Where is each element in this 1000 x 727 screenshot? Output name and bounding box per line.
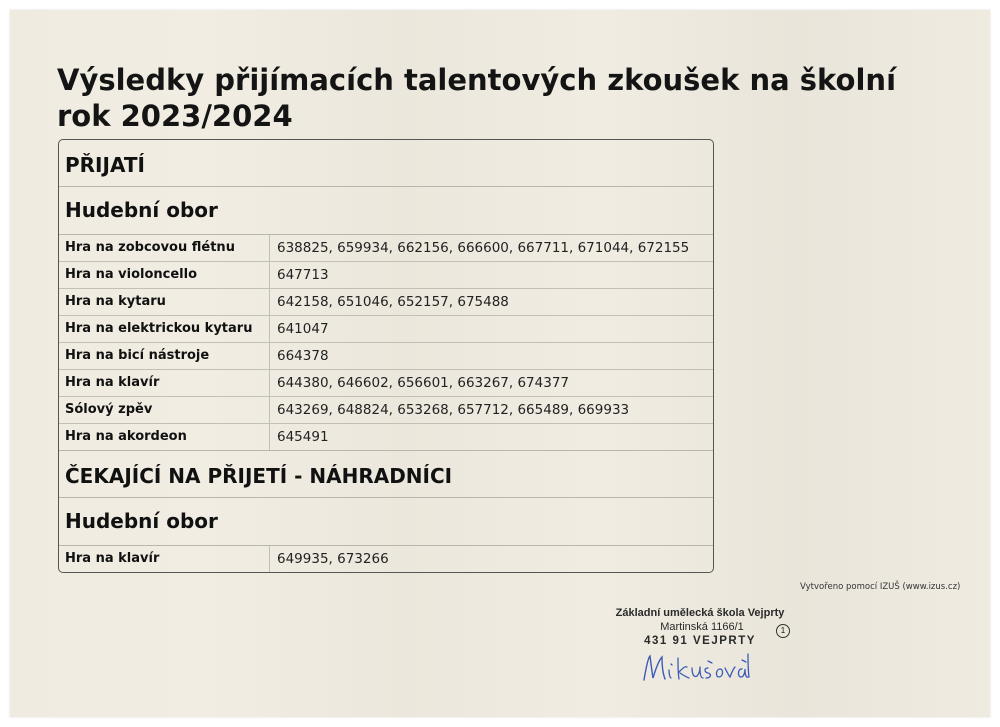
table-row <box>59 316 713 343</box>
section-heading: PŘIJATÍ <box>59 140 713 187</box>
handwritten-signature <box>638 650 753 684</box>
table-row <box>59 546 713 572</box>
document-page <box>10 10 990 717</box>
obor-heading: Hudební obor <box>59 187 713 235</box>
obor-heading: Hudební obor <box>59 498 713 546</box>
footer-note: Vytvořeno pomocí IZUŠ (www.izus.cz) <box>800 582 961 592</box>
table-row <box>59 262 713 289</box>
table-row <box>59 397 713 424</box>
table-row <box>59 343 713 370</box>
instrument-name: Hra na bicí nástroje <box>59 343 270 369</box>
table-row <box>59 235 713 262</box>
applicant-codes: 647713 <box>277 267 329 283</box>
stamp-number-mark: 1 <box>776 624 790 638</box>
section-heading: ČEKAJÍCÍ NA PŘIJETÍ - NÁHRADNÍCI <box>59 451 713 498</box>
stamp-street: Martinská 1166/1 <box>660 621 744 633</box>
school-stamp <box>605 606 795 649</box>
table-row <box>59 370 713 397</box>
applicant-codes: 664378 <box>277 348 329 364</box>
applicant-codes: 642158, 651046, 652157, 675488 <box>277 294 509 310</box>
stamp-school-name: Základní umělecká škola Vejprty <box>615 607 785 619</box>
stamp-city: 431 91 VEJPRTY <box>644 635 756 647</box>
results-table <box>58 139 714 573</box>
instrument-name: Hra na elektrickou kytaru <box>59 316 270 342</box>
instrument-name: Sólový zpěv <box>59 397 270 423</box>
applicant-codes: 638825, 659934, 662156, 666600, 667711, 671044, 672155 <box>277 240 690 256</box>
instrument-name: Hra na zobcovou flétnu <box>59 235 270 261</box>
applicant-codes: 644380, 646602, 656601, 663267, 674377 <box>277 375 570 391</box>
instrument-name: Hra na violoncello <box>59 262 270 288</box>
instrument-name: Hra na akordeon <box>59 424 270 450</box>
applicant-codes: 649935, 673266 <box>277 551 389 567</box>
instrument-name: Hra na klavír <box>59 370 270 396</box>
table-row <box>59 424 713 451</box>
applicant-codes: 645491 <box>277 429 329 445</box>
applicant-codes: 643269, 648824, 653268, 657712, 665489, 669933 <box>277 402 630 418</box>
results-rows <box>59 235 713 451</box>
page-title: Výsledky přijímacích talentových zkoušek na školní rok 2023/2024 <box>57 63 897 133</box>
applicant-codes: 641047 <box>277 321 329 337</box>
table-row <box>59 289 713 316</box>
instrument-name: Hra na kytaru <box>59 289 270 315</box>
results-rows <box>59 546 713 572</box>
instrument-name: Hra na klavír <box>59 546 270 572</box>
